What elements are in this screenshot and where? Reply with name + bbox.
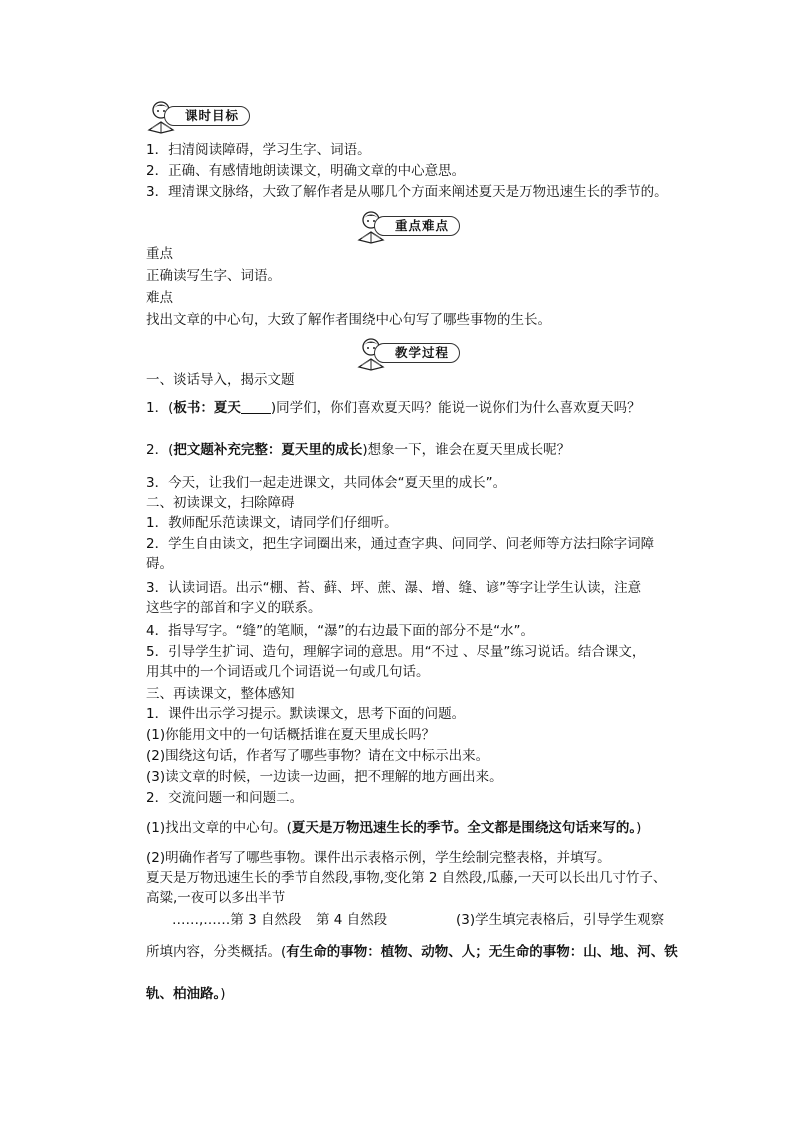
step-3-2-a2: (2)明确作者写了哪些事物。课件出示表格示例，学生绘制完整表格，并填写。 — [146, 850, 611, 866]
step-1-2 — [146, 440, 570, 460]
section-2-title: 二、初读课文，扫除障碍 — [146, 495, 295, 511]
fill-blank — [241, 399, 271, 414]
key-label: 重点 — [146, 246, 173, 262]
table-line-3a: ……,……第 3 自然段 — [172, 912, 302, 928]
step-1-1 — [146, 398, 641, 418]
step-3-1: 1．课件出示学习提示。默读课文，思考下面的问题。 — [146, 706, 466, 722]
badge-objectives — [146, 100, 266, 126]
badge-label: 课时目标 — [164, 106, 250, 126]
table-line-1: 夏天是万物迅速生长的季节自然段,事物,变化第 2 自然段,瓜藤,一天可以长出几寸竹子、 — [146, 870, 667, 886]
step-1-1-text: )同学们，你们喜欢夏天吗？能说一说你们为什么喜欢夏天吗？ — [270, 400, 641, 416]
badge-label: 重点难点 — [374, 216, 460, 236]
step-1-3: 3．今天，让我们一起走进课文，共同体会“夏天里的成长”。 — [146, 475, 507, 491]
step-3-1-q3: (3)读文章的时候，一边读一边画，把不理解的地方画出来。 — [146, 769, 503, 785]
step-2-2-line2: 碍。 — [146, 556, 173, 572]
step-3-2-a3 — [146, 942, 678, 962]
section-1-title: 一、谈话导入，揭示文题 — [146, 372, 295, 388]
objective-2: 2．正确、有感情地朗读课文，明确文章的中心意思。 — [146, 163, 466, 179]
objective-3: 3．理清课文脉络，大致了解作者是从哪几个方面来阐述夏天是万物迅速生长的季节的。 — [146, 184, 668, 200]
step-3-2-a1 — [146, 818, 641, 838]
answer-3-bold-cont: 轨、柏油路。 — [146, 986, 221, 1002]
answer-1-prefix: (1)找出文章的中心句。( — [146, 820, 292, 836]
badge-process — [356, 337, 476, 363]
answer-1-bold: 夏天是万物迅速生长的季节。全文都是围绕这句话来写的。 — [291, 820, 637, 836]
step-2-3-line2: 这些字的部首和字义的联系。 — [146, 600, 322, 616]
step-2-4: 4．指导写字。“缝”的笔顺，“瀑”的右边最下面的部分不是“水”。 — [146, 623, 535, 639]
table-line-3b: 第 4 自然段 — [316, 912, 388, 928]
key-text: 正确读写生字、词语。 — [146, 268, 281, 284]
badge-keypoints — [356, 210, 476, 236]
step-2-5-line1: 5．引导学生扩词、造句，理解字词的意思。用“不过 、尽量”练习说话。结合课文， — [146, 644, 646, 660]
answer-3-suffix: ) — [220, 986, 226, 1002]
step-1-2-title: 把文题补充完整：夏天里的成长 — [173, 442, 363, 458]
answer-3-prefix: 所填内容，分类概括。( — [146, 944, 287, 960]
section-3-title: 三、再读课文，整体感知 — [146, 686, 295, 702]
step-1-1-prefix: 1．( — [146, 400, 174, 416]
table-line-3c: (3)学生填完表格后，引导学生观察 — [456, 912, 665, 928]
answer-3-bold: 有生命的事物：植物、动物、人；无生命的事物：山、地、河、铁 — [286, 944, 678, 960]
step-2-1: 1．教师配乐范读课文，请同学们仔细听。 — [146, 515, 398, 531]
step-2-5-line2: 用其中的一个词语或几个词语说一句或几句话。 — [146, 664, 430, 680]
answer-1-suffix: ) — [636, 820, 642, 836]
table-line-2: 高粱,一夜可以多出半节 — [146, 890, 286, 906]
step-3-1-q1: (1)你能用文中的一句话概括谁在夏天里成长吗？ — [146, 727, 436, 743]
difficult-label: 难点 — [146, 290, 173, 306]
step-3-1-q2: (2)围绕这句话，作者写了哪些事物？请在文中标示出来。 — [146, 748, 490, 764]
step-2-3-line1: 3．认读词语。出示“棚、苔、藓、坪、蔗、瀑、增、缝、谚”等字让学生认读，注意 — [146, 580, 642, 596]
badge-label: 教学过程 — [374, 343, 460, 363]
step-3-2: 2．交流问题一和问题二。 — [146, 790, 304, 806]
step-3-2-a3-cont — [146, 984, 226, 1004]
objective-1: 1．扫清阅读障碍，学习生字、词语。 — [146, 142, 371, 158]
step-1-1-board: 板书：夏天 — [173, 400, 241, 416]
step-1-2-text: )想象一下，谁会在夏天里成长呢？ — [362, 442, 571, 458]
difficult-text: 找出文章的中心句，大致了解作者围绕中心句写了哪些事物的生长。 — [146, 312, 551, 328]
step-1-2-prefix: 2．( — [146, 442, 174, 458]
step-2-2-line1: 2．学生自由读文，把生字词圈出来，通过查字典、问同学、问老师等方法扫除字词障 — [146, 536, 655, 552]
